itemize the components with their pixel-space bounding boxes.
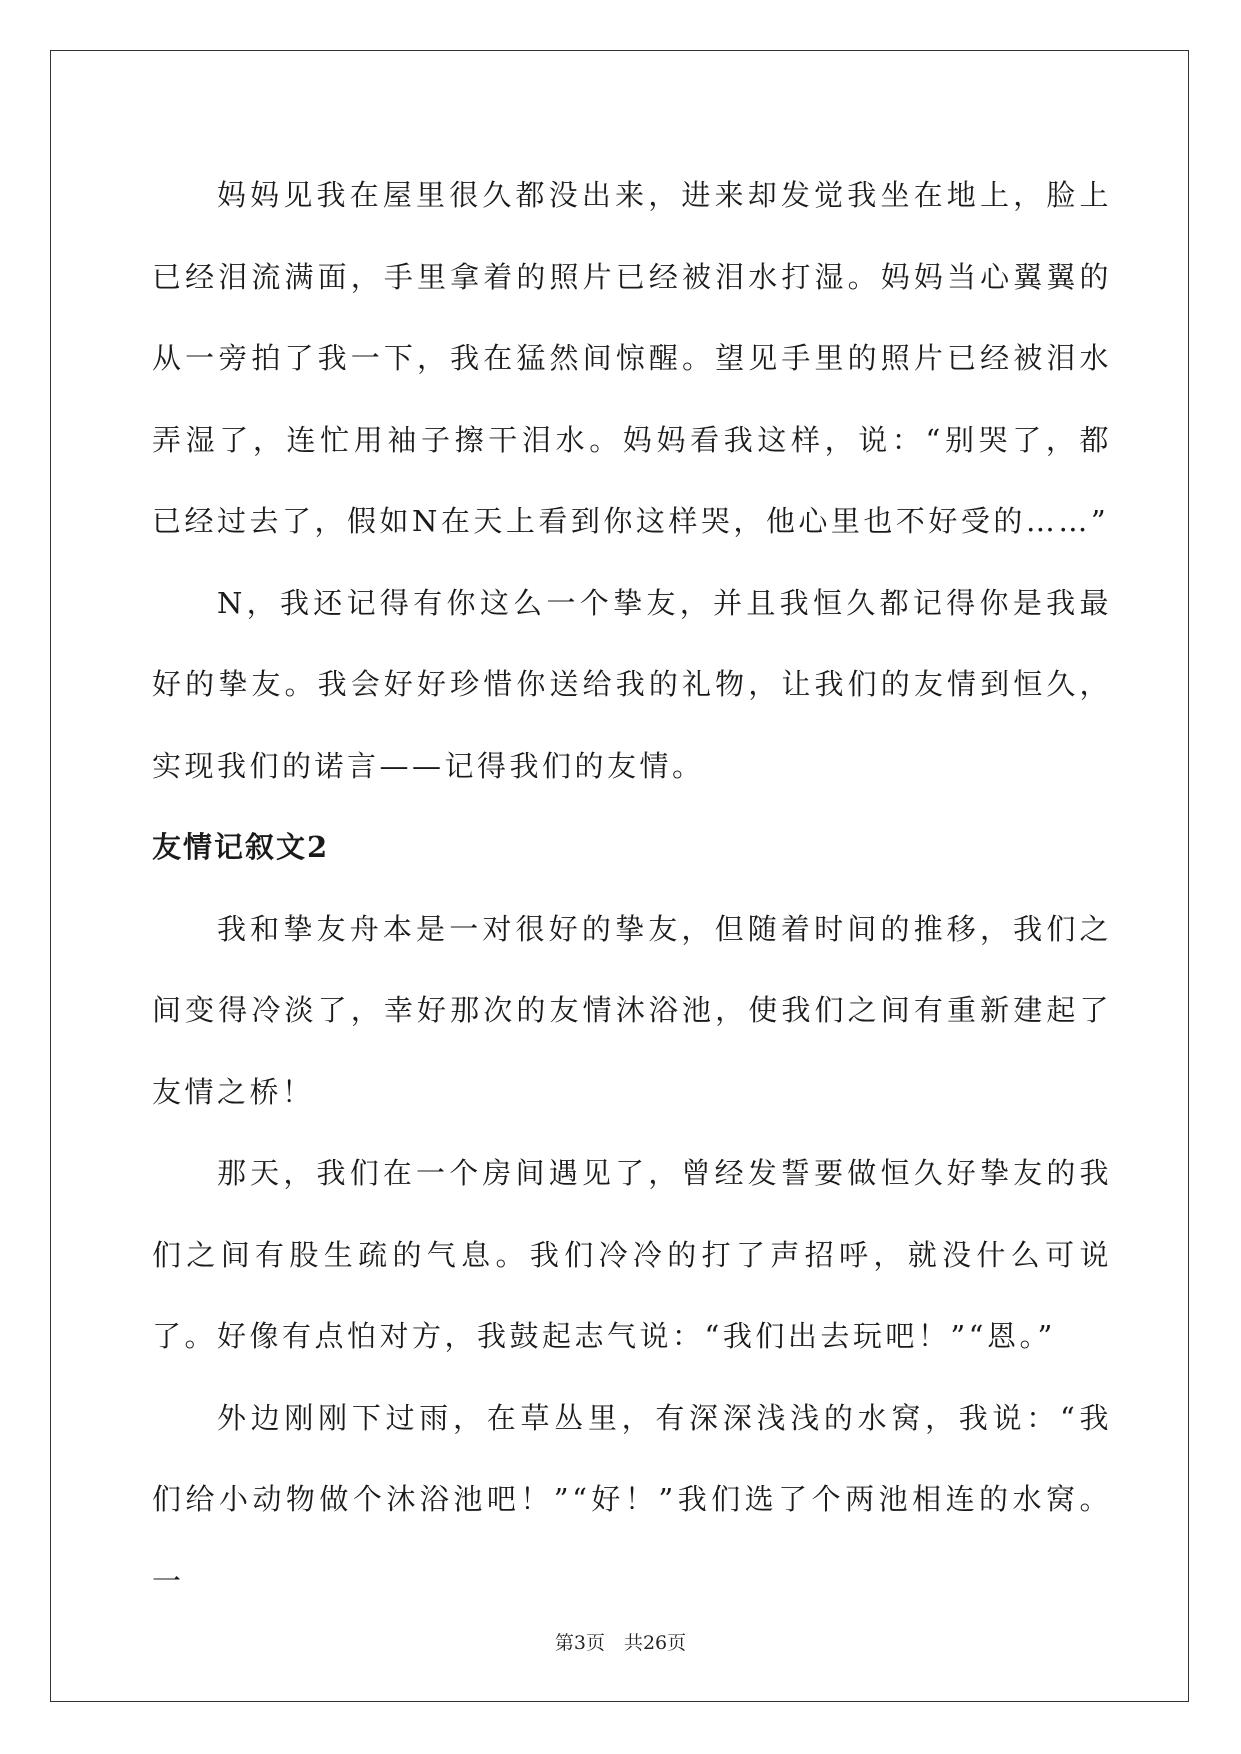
paragraph: 妈妈见我在屋里很久都没出来，进来却发觉我坐在地上，脸上已经泪流满面，手里拿着的照片已经被泪水打湿。妈妈当心翼翼的从一旁拍了我一下，我在猛然间惊醒。望见手里的照片已经被泪水弄湿了，连忙用袖子擦干泪水。妈妈看我这样，说：“别哭了，都已经过去了，假如N在天上看到你这样哭，他心里也不好受的……” xyxy=(152,178,1112,538)
paragraph: 我和挚友舟本是一对很好的挚友，但随着时间的推移，我们之间变得冷淡了，幸好那次的友情沐浴池，使我们之间有重新建起了友情之桥！ xyxy=(152,911,1112,1109)
page-number-footer: 第3页 共26页 xyxy=(554,1632,687,1654)
section-heading: 友情记叙文2 xyxy=(152,830,330,864)
paragraph: 那天，我们在一个房间遇见了，曾经发誓要做恒久好挚友的我们之间有股生疏的气息。我们冷冷的打了声招呼，就没什么可说了。好像有点怕对方，我鼓起志气说：“我们出去玩吧！”“恩。” xyxy=(152,1156,1112,1353)
paragraph: N，我还记得有你这么一个挚友，并且我恒久都记得你是我最好的挚友。我会好好珍惜你送给我的礼物，让我们的友情到恒久，实现我们的诺言——记得我们的友情。 xyxy=(152,585,1112,783)
paragraph: 外边刚刚下过雨，在草丛里，有深深浅浅的水窝，我说：“我们给小动物做个沐浴池吧！”“好！”我们选了个两池相连的水窝。一 xyxy=(152,1400,1112,1598)
document-body xyxy=(152,155,1112,1622)
